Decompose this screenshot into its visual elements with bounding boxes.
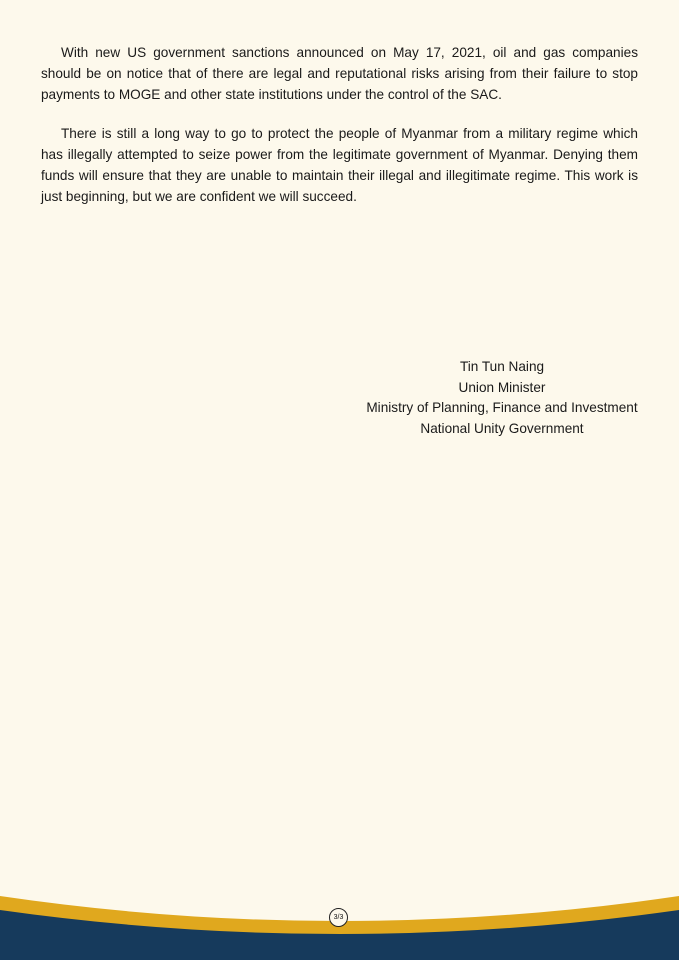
signatory-ministry: Ministry of Planning, Finance and Investment [366,400,638,415]
body-text [41,42,638,225]
signatory-organization: National Unity Government [420,420,584,436]
paragraph-protect-people: There is still a long way to go to protect the people of Myanmar from a military regime which has illegally attempted to seize power from the legitimate government of Myanmar. Denying them funds will ensure that they are unable to maintain their illegal and illegitimate regime. This work is just beginning, but we are confident we will succeed. [41,126,638,204]
signatory-name: Tin Tun Naing [459,359,545,374]
page-number-badge: 3/3 [329,908,348,927]
signatory-title: Union Minister [458,379,546,395]
signature-block [340,357,664,439]
paragraph-sanctions: With new US government sanctions announced on May 17, 2021, oil and gas companies should be on notice that of there are legal and reputational risks arising from their failure to stop payments to MOGE and other state institutions under the control of the SAC. [41,45,638,102]
